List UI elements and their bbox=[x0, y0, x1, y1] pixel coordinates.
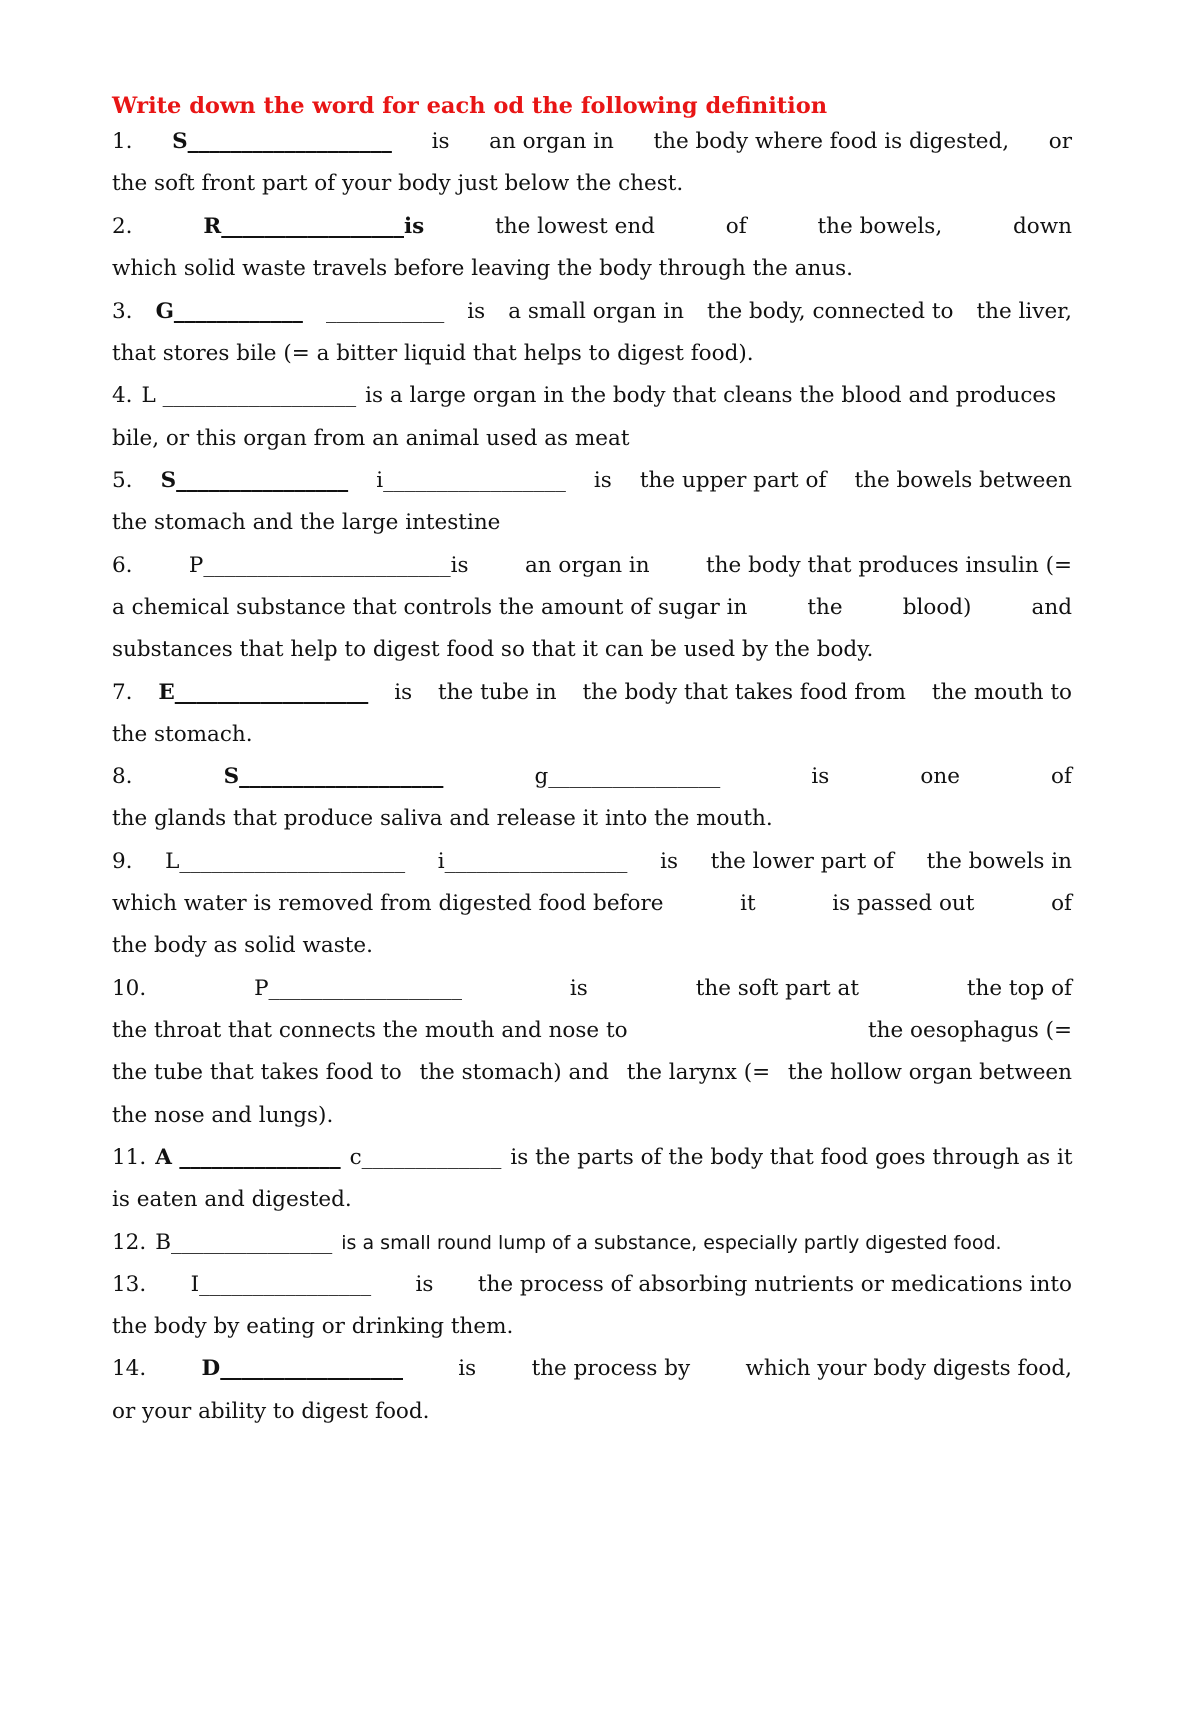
text-segment: of bbox=[1051, 764, 1072, 789]
text-segment: is bbox=[415, 1272, 434, 1297]
text-segment: the body by eating or drinking them. bbox=[112, 1314, 514, 1339]
text-segment: the soft front part of your body just below the chest. bbox=[112, 171, 684, 196]
text-segment: the upper part of bbox=[639, 468, 827, 493]
answer-blank[interactable]: c_____________ bbox=[349, 1145, 502, 1170]
text-segment: or your ability to digest food. bbox=[112, 1399, 430, 1424]
worksheet-title: Write down the word for each od the following definition bbox=[112, 93, 828, 119]
text-segment: it bbox=[740, 891, 756, 916]
text-segment: substances that help to digest food so that it can be used by the body. bbox=[112, 637, 874, 662]
item-9-line-3 bbox=[112, 933, 1072, 965]
answer-blank[interactable]: L __________________ bbox=[141, 383, 357, 408]
item-6-line-3 bbox=[112, 637, 1072, 669]
text-segment: which your body digests food, bbox=[745, 1356, 1072, 1381]
text-segment: the lower part of bbox=[710, 849, 894, 874]
item-10-line-4 bbox=[112, 1103, 1072, 1135]
text-segment: of bbox=[1051, 891, 1072, 916]
item-number: 13. bbox=[112, 1272, 147, 1297]
answer-blank[interactable]: g________________ bbox=[534, 764, 721, 789]
text-segment: the bowels, bbox=[817, 214, 943, 239]
text-segment: is a small round lump of a substance, especially partly digested food. bbox=[341, 1232, 1002, 1254]
text-segment: a small organ in bbox=[508, 299, 684, 324]
text-segment: the stomach. bbox=[112, 722, 253, 747]
answer-blank[interactable]: i_________________ bbox=[376, 468, 566, 493]
answer-blank[interactable]: I________________ bbox=[190, 1272, 372, 1297]
text-segment: blood) bbox=[902, 595, 972, 620]
text-segment: the oesophagus (= bbox=[868, 1018, 1072, 1043]
text-segment: the process of absorbing nutrients or medications into bbox=[477, 1272, 1072, 1297]
item-2-line-1 bbox=[112, 214, 1072, 246]
text-segment: is bbox=[467, 299, 486, 324]
text-segment: is bbox=[811, 764, 830, 789]
item-number: 3. bbox=[112, 299, 133, 324]
text-segment: is bbox=[593, 468, 612, 493]
text-segment: the liver, bbox=[976, 299, 1072, 324]
text-segment: which water is removed from digested food before bbox=[112, 891, 664, 916]
text-segment: the tube that takes food to bbox=[112, 1060, 402, 1085]
item-11-line-1 bbox=[112, 1145, 1072, 1177]
text-segment: the throat that connects the mouth and nose to bbox=[112, 1018, 628, 1043]
answer-blank[interactable]: S___________________ bbox=[223, 764, 444, 789]
answer-blank[interactable]: L_____________________ bbox=[165, 849, 406, 874]
text-segment: an organ in bbox=[489, 129, 614, 154]
text-segment: the body that produces insulin (= bbox=[706, 553, 1072, 578]
item-number: 2. bbox=[112, 214, 133, 239]
item-10-line-1 bbox=[112, 976, 1072, 1008]
text-segment: is bbox=[431, 129, 450, 154]
item-number: 7. bbox=[112, 680, 133, 705]
text-segment: a chemical substance that controls the amount of sugar in bbox=[112, 595, 748, 620]
text-segment: the nose and lungs). bbox=[112, 1103, 334, 1128]
text-segment: is bbox=[660, 849, 678, 874]
text-segment: and bbox=[1031, 595, 1072, 620]
text-segment: the body, connected to bbox=[706, 299, 954, 324]
item-8-line-2 bbox=[112, 806, 1072, 838]
text-segment: the larynx (= bbox=[626, 1060, 771, 1085]
text-segment: the stomach and the large intestine bbox=[112, 510, 501, 535]
answer-blank[interactable]: R_________________is bbox=[203, 214, 425, 239]
text-segment: the body that takes food from bbox=[582, 680, 906, 705]
answer-blank[interactable]: A _______________ bbox=[155, 1145, 341, 1170]
item-7-line-1 bbox=[112, 680, 1072, 712]
item-10-line-3 bbox=[112, 1060, 1072, 1092]
text-segment: the top of bbox=[966, 976, 1072, 1001]
item-12-line-1 bbox=[112, 1230, 1072, 1262]
text-segment: the body as solid waste. bbox=[112, 933, 373, 958]
item-number: 11. bbox=[112, 1145, 147, 1170]
text-segment: is bbox=[458, 1356, 477, 1381]
text-segment: or bbox=[1048, 129, 1072, 154]
text-segment: the process by bbox=[531, 1356, 691, 1381]
item-1-line-1 bbox=[112, 129, 1072, 161]
answer-blank[interactable]: D_________________ bbox=[201, 1356, 403, 1381]
item-number: 1. bbox=[112, 129, 133, 154]
item-2-line-2 bbox=[112, 256, 1072, 288]
text-segment: one bbox=[920, 764, 960, 789]
text-segment: down bbox=[1013, 214, 1072, 239]
item-8-line-1 bbox=[112, 764, 1072, 796]
text-segment: an organ in bbox=[524, 553, 650, 578]
item-number: 8. bbox=[112, 764, 133, 789]
item-14-line-2 bbox=[112, 1399, 1072, 1431]
answer-blank[interactable]: G____________ bbox=[155, 299, 303, 324]
item-10-line-2 bbox=[112, 1018, 1072, 1050]
text-segment: is the parts of the body that food goes through as it bbox=[510, 1145, 1073, 1170]
text-segment: the glands that produce saliva and release it into the mouth. bbox=[112, 806, 773, 831]
item-4-line-1 bbox=[112, 383, 1072, 415]
item-5-line-2 bbox=[112, 510, 1072, 542]
text-segment: the bbox=[807, 595, 843, 620]
item-5-line-1 bbox=[112, 468, 1072, 500]
item-6-line-1 bbox=[112, 553, 1072, 585]
item-6-line-2 bbox=[112, 595, 1072, 627]
text-segment: is bbox=[569, 976, 588, 1001]
item-9-line-2 bbox=[112, 891, 1072, 923]
answer-blank[interactable]: B_______________ bbox=[155, 1230, 333, 1255]
item-4-line-2 bbox=[112, 426, 1072, 458]
item-7-line-2 bbox=[112, 722, 1072, 754]
text-segment: is a large organ in the body that cleans the blood and produces bbox=[365, 383, 1057, 408]
answer-blank[interactable]: S___________________ bbox=[172, 129, 392, 154]
item-number: 6. bbox=[112, 553, 133, 578]
item-3-line-2 bbox=[112, 341, 1072, 373]
text-segment: is eaten and digested. bbox=[112, 1187, 352, 1212]
answer-blank[interactable]: P__________________ bbox=[254, 976, 463, 1001]
item-number: 12. bbox=[112, 1230, 147, 1255]
item-number: 5. bbox=[112, 468, 133, 493]
item-9-line-1 bbox=[112, 849, 1072, 881]
text-segment: the bowels in bbox=[926, 849, 1072, 874]
text-segment: the soft part at bbox=[695, 976, 859, 1001]
item-14-line-1 bbox=[112, 1356, 1072, 1388]
answer-blank[interactable]: ___________ bbox=[325, 299, 445, 324]
item-3-line-1 bbox=[112, 299, 1072, 331]
item-13-line-1 bbox=[112, 1272, 1072, 1304]
item-1-line-2 bbox=[112, 171, 1072, 203]
item-number: 14. bbox=[112, 1356, 147, 1381]
text-segment: the hollow organ between bbox=[787, 1060, 1072, 1085]
answer-blank[interactable]: S________________ bbox=[160, 468, 349, 493]
text-segment: of bbox=[725, 214, 747, 239]
item-13-line-2 bbox=[112, 1314, 1072, 1346]
text-segment: the bowels between bbox=[854, 468, 1072, 493]
text-segment: is bbox=[394, 680, 413, 705]
text-segment: the stomach) and bbox=[419, 1060, 609, 1085]
text-segment: bile, or this organ from an animal used as meat bbox=[112, 426, 630, 451]
answer-blank[interactable]: P_______________________is bbox=[188, 553, 469, 578]
text-segment: the mouth to bbox=[931, 680, 1072, 705]
item-number: 9. bbox=[112, 849, 133, 874]
text-segment: the body where food is digested, bbox=[653, 129, 1010, 154]
item-number: 10. bbox=[112, 976, 147, 1001]
text-segment: the lowest end bbox=[495, 214, 655, 239]
answer-blank[interactable]: i_________________ bbox=[437, 849, 628, 874]
answer-blank[interactable]: E__________________ bbox=[158, 680, 369, 705]
text-segment: that stores bile (= a bitter liquid that helps to digest food). bbox=[112, 341, 754, 366]
text-segment: the tube in bbox=[438, 680, 557, 705]
item-number: 4. bbox=[112, 383, 133, 408]
text-segment: is passed out bbox=[832, 891, 975, 916]
text-segment: which solid waste travels before leaving the body through the anus. bbox=[112, 256, 854, 281]
item-11-line-2 bbox=[112, 1187, 1072, 1219]
